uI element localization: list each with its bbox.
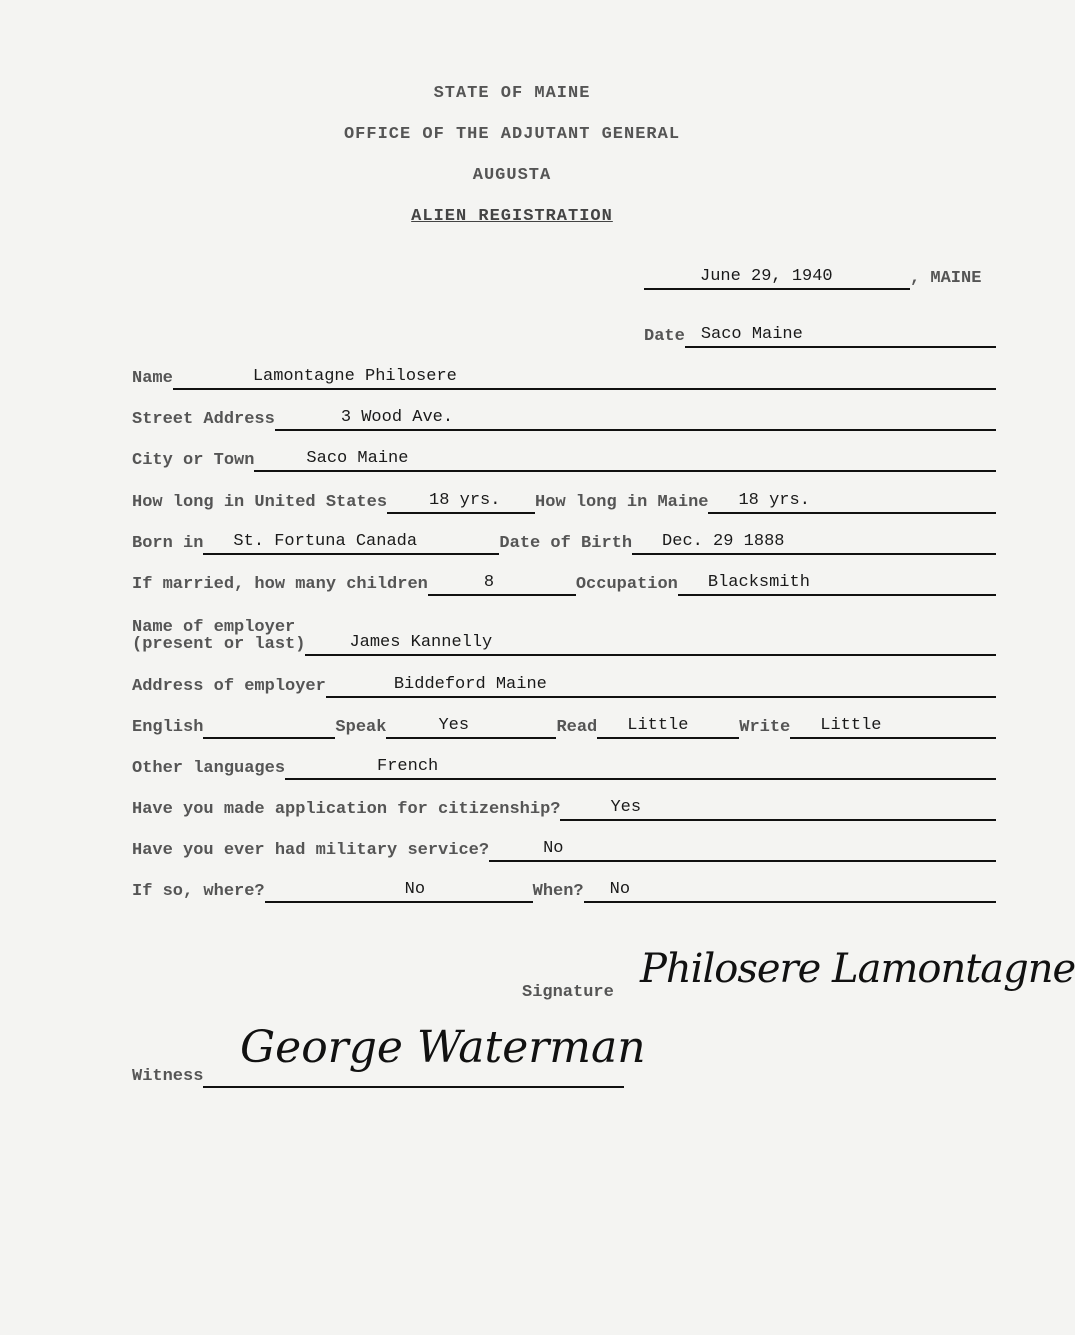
date-label: Date	[644, 327, 685, 346]
employer-label: Name of employer	[132, 618, 296, 637]
employer-row	[132, 632, 996, 656]
city-field	[254, 448, 996, 472]
employer-field	[305, 632, 996, 656]
write-value: Little	[820, 716, 882, 735]
children-field	[428, 572, 576, 596]
dob-field	[632, 531, 996, 555]
employer-value: James Kannelly	[349, 633, 493, 652]
employer-address-value: Biddeford Maine	[393, 675, 547, 694]
date-value: June 29, 1940	[700, 267, 833, 286]
place-value: Saco Maine	[700, 325, 803, 344]
employer-label-sub: (present or last)	[132, 635, 306, 654]
languages-value: French	[377, 757, 439, 776]
occupation-label: Occupation	[575, 575, 678, 594]
children-value: 8	[483, 573, 495, 592]
write-field	[790, 715, 996, 739]
residence-row	[132, 490, 996, 514]
service-row	[132, 879, 996, 903]
military-field	[489, 838, 996, 862]
name-row	[132, 366, 996, 390]
when-value: No	[609, 880, 631, 899]
where-value: No	[404, 880, 426, 899]
street-label: Street Address	[132, 410, 275, 429]
employer-address-label: Address of employer	[132, 677, 326, 696]
military-label: Have you ever had military service?	[132, 841, 490, 860]
us-stay-field	[387, 490, 535, 514]
read-label: Read	[556, 718, 598, 737]
speak-field	[386, 715, 556, 739]
english-row	[132, 715, 996, 739]
languages-field	[285, 756, 996, 780]
maine-stay-label: How long in Maine	[535, 493, 709, 512]
header-office: OFFICE OF THE ADJUTANT GENERAL	[343, 125, 681, 144]
speak-label: Speak	[335, 718, 387, 737]
name-value: Lamontagne Philosere	[252, 367, 457, 386]
citizenship-row	[132, 797, 996, 821]
signature-value: Philosere Lamontagne	[640, 946, 1075, 992]
us-stay-value: 18 yrs.	[429, 491, 501, 510]
city-row	[132, 448, 996, 472]
where-label: If so, where?	[132, 882, 265, 901]
dob-label: Date of Birth	[499, 534, 633, 553]
header-city: AUGUSTA	[472, 166, 552, 185]
citizenship-field	[560, 797, 996, 821]
occupation-value: Blacksmith	[707, 573, 810, 592]
born-field	[203, 531, 499, 555]
citizenship-value: Yes	[610, 798, 642, 817]
city-value: Saco Maine	[306, 449, 409, 468]
date-field	[644, 266, 910, 290]
when-field	[584, 879, 996, 903]
street-field	[275, 407, 996, 431]
military-row	[132, 838, 996, 862]
employer-address-field	[326, 674, 996, 698]
military-value: No	[543, 839, 564, 858]
children-label: If married, how many children	[132, 575, 428, 594]
maine-stay-value: 18 yrs.	[738, 491, 810, 510]
read-value: Little	[627, 716, 689, 735]
place-field	[685, 324, 996, 348]
date-row	[644, 266, 996, 290]
read-field	[597, 715, 739, 739]
maine-stay-field	[708, 490, 996, 514]
witness-value: George Waterman	[240, 1022, 646, 1073]
street-row	[132, 407, 996, 431]
dob-value: Dec. 29 1888	[662, 532, 785, 551]
street-value: 3 Wood Ave.	[340, 408, 454, 427]
us-stay-label: How long in United States	[132, 493, 388, 512]
name-label: Name	[132, 369, 173, 388]
where-field	[265, 879, 533, 903]
citizenship-label: Have you made application for citizenship?	[132, 800, 561, 819]
witness-label: Witness	[132, 1067, 204, 1086]
speak-value: Yes	[438, 716, 470, 735]
maine-suffix: , MAINE	[910, 269, 982, 288]
signature-label: Signature	[522, 983, 614, 1002]
city-label: City or Town	[132, 451, 255, 470]
english-field	[203, 715, 335, 739]
occupation-field	[678, 572, 996, 596]
born-row	[132, 531, 996, 555]
family-row	[132, 572, 996, 596]
when-label: When?	[532, 882, 584, 901]
born-label: Born in	[132, 534, 204, 553]
form-title: ALIEN REGISTRATION	[411, 207, 613, 226]
header-state: STATE OF MAINE	[433, 84, 591, 103]
languages-label: Other languages	[132, 759, 286, 778]
place-row	[644, 324, 996, 348]
languages-row	[132, 756, 996, 780]
write-label: Write	[739, 718, 791, 737]
born-value: St. Fortuna Canada	[233, 532, 418, 551]
employer-address-row	[132, 674, 996, 698]
english-label: English	[132, 718, 204, 737]
name-field	[173, 366, 996, 390]
